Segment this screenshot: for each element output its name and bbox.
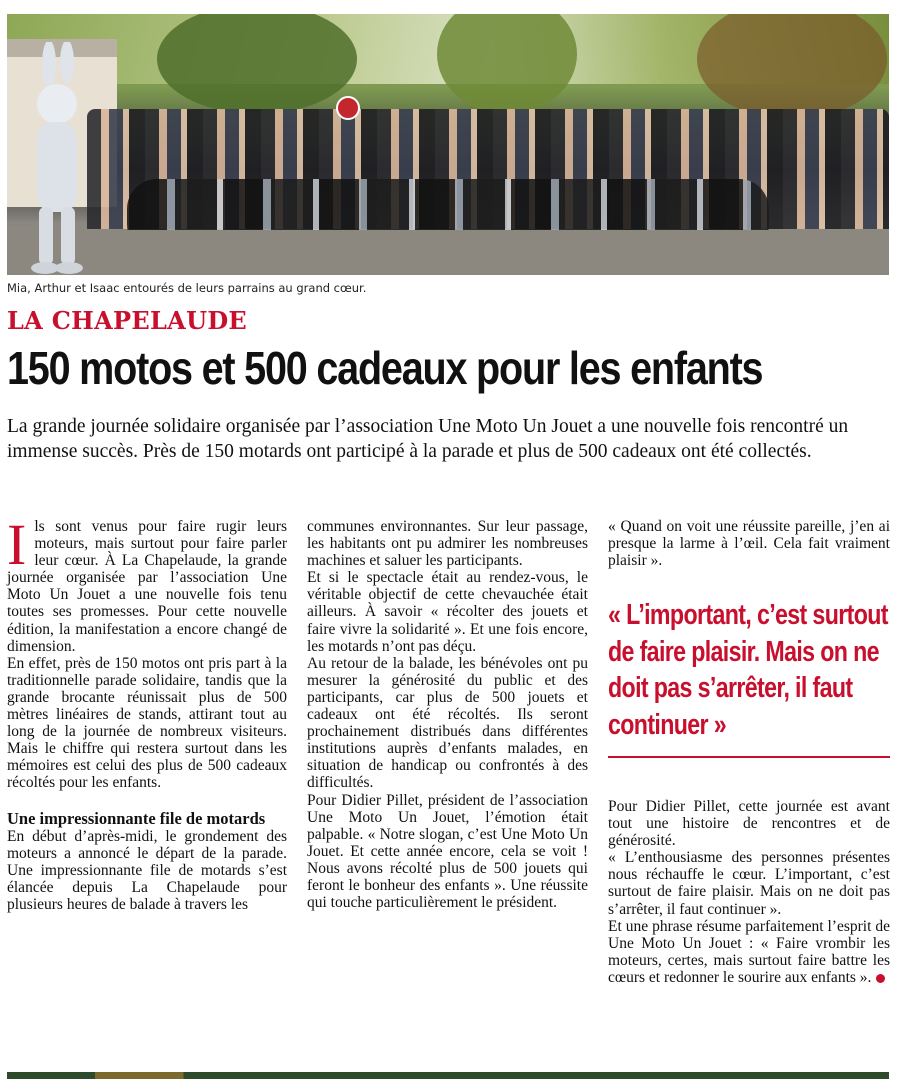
next-article-photo-strip (7, 1072, 889, 1079)
article-subheading: Une impressionnante file de motards (7, 808, 266, 828)
article-photo (7, 14, 889, 275)
article-paragraph: Pour Didier Pillet, président de l’association Une Moto Un Jouet, l’émotion était palpable. « Notre slogan, c’est Une Moto Un Jouet. Et cette année encore, cela se voit ! Nous avons récolté plus de 500 jouets qui feront le bonheur des enfants ». Une réussite qui touche particulièrement le président. (307, 791, 588, 912)
article-kicker: LA CHAPELAUDE (7, 306, 248, 335)
rabbit-mascot-icon (21, 42, 91, 274)
article-lead: La grande journée solidaire organisée par l’association Une Moto Un Jouet a une nouvelle fois rencontré un immense succès. Près de 150 motards ont participé à la parade et plus de 500 cadeaux ont été collectés. (7, 416, 849, 462)
photo-tree (437, 14, 577, 114)
article-headline: 150 motos et 500 cadeaux pour les enfants (7, 342, 763, 394)
article-column-2 (307, 518, 588, 911)
photo-tree (697, 14, 887, 119)
photo-tree (157, 14, 357, 114)
pull-quote: « L’important, c’est surtout de faire plaisir. Mais on ne doit pas s’arrêter, il faut continuer » (608, 599, 888, 741)
photo-ground (7, 230, 889, 275)
article-paragraph (7, 512, 287, 655)
article-column-3-bottom (608, 798, 890, 986)
article-paragraph: Au retour de la balade, les bénévoles ont pu mesurer la générosité du public et des participants, car plus de 500 jouets et cadeaux ont été récoltés. Ils seront prochainement distribués dans différentes institutions auprès d’enfants malades, en situation de handicap ou confrontés à des difficultés. (307, 654, 588, 792)
end-mark-icon (876, 974, 885, 983)
article-column-1 (7, 512, 287, 913)
paragraph-text: ls sont venus pour faire rugir leurs moteurs, mais surtout pour faire parler leur cœur. À La Chapelaude, la grande journée organisée par l’association Une Moto Un Jouet a une nouvelle fois tenu toutes ses promesses. Pour cette nouvelle édition, la manifestation a encore changé de dimension. (7, 518, 287, 655)
article-paragraph: « L’enthousiasme des personnes présentes nous réchauffe le cœur. L’important, c’est surtout de faire plaisir. Mais on ne doit pas s’arrêter, il faut continuer ». (608, 849, 890, 918)
photo-caption: Mia, Arthur et Isaac entourés de leurs parrains au grand cœur. (7, 281, 367, 295)
article-paragraph: communes environnantes. Sur leur passage, les habitants ont pu admirer les nombreuses machines et saluer les participants. (307, 518, 588, 570)
article-paragraph: En début d’après-midi, le grondement des moteurs a annoncé le départ de la parade. Une impressionnante file de motards s’est élancée depuis La Chapelaude pour plusieurs heures de balade à travers les (7, 827, 287, 913)
no-parking-sign-icon (336, 96, 360, 120)
paragraph-text: Et une phrase résume parfaitement l’esprit de Une Moto Un Jouet : « Faire vrombir les moteurs, certes, mais surtout faire battre les cœurs et redonner le sourire aux enfants ». (608, 917, 890, 986)
pull-quote-divider (608, 756, 890, 758)
article-paragraph: En effet, près de 150 motos ont pris part à la traditionnelle parade solidaire, tandis que la grande brocante réunissait plus de 500 mètres linéaires de stands, attirant tout au long de la journée de nombreux visiteurs. Mais le chiffre qui restera surtout dans les mémoires est celui des plus de 500 cadeaux récoltés pour les enfants. (7, 654, 287, 792)
article-paragraph: « Quand on voit une réussite pareille, j’en ai presque la larme à l’œil. Cela fait vraiment plaisir ». (608, 518, 890, 570)
drop-cap: I (7, 512, 27, 577)
article-column-3-top (608, 518, 890, 569)
article-paragraph (608, 918, 890, 986)
article-paragraph: Et si le spectacle était au rendez-vous, le véritable objectif de cette chevauchée était ailleurs. À savoir « récolter des jouets et faire vivre la solidarité ». Et une fois encore, les motards n’ont pas déçu. (307, 569, 588, 655)
article-paragraph: Pour Didier Pillet, cette journée est avant tout une histoire de rencontres et de générosité. (608, 798, 890, 850)
